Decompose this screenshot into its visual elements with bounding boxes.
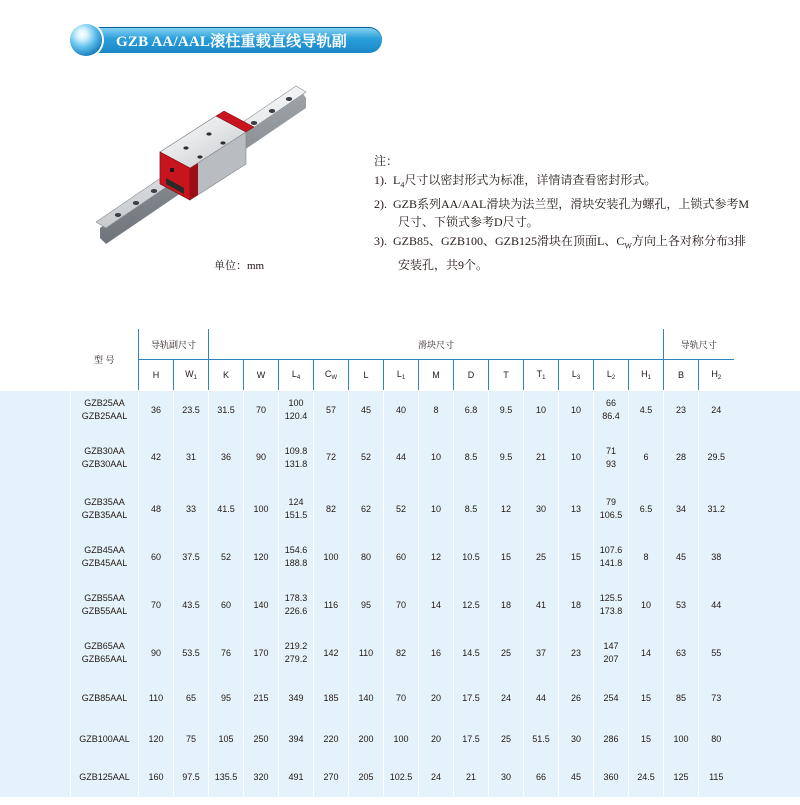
table-cell: 15 — [559, 533, 594, 581]
table-cell: 142 — [314, 629, 349, 677]
table-cell: 109.8 131.8 — [279, 430, 314, 485]
table-cell: 135.5 — [209, 758, 244, 796]
table-cell: 45 — [664, 533, 699, 581]
column-header: H — [139, 360, 174, 391]
table-cell: 30 — [524, 485, 559, 533]
table-cell: 8 — [419, 390, 454, 430]
table-cell: 14 — [629, 629, 664, 677]
table-cell: 8 — [629, 533, 664, 581]
table-cell: 254 — [594, 677, 629, 720]
table-cell: 63 — [664, 629, 699, 677]
table-cell: 90 — [244, 430, 279, 485]
column-header: $L_1$ — [384, 360, 419, 391]
table-cell: 100 — [664, 720, 699, 758]
table-row — [71, 485, 734, 533]
table-cell: 36 — [209, 430, 244, 485]
table-cell: 107.6 141.8 — [594, 533, 629, 581]
column-header: T — [489, 360, 524, 391]
table-cell: 250 — [244, 720, 279, 758]
table-row — [71, 430, 734, 485]
table-cell: 34 — [664, 485, 699, 533]
table-cell: 491 — [279, 758, 314, 796]
table-cell: 24 — [489, 677, 524, 720]
group-header: 滑块尺寸 — [209, 329, 664, 360]
table-cell: 15 — [489, 533, 524, 581]
column-header: $C_W$ — [314, 360, 349, 391]
notes-block — [374, 152, 754, 275]
table-cell: 37.5 — [174, 533, 209, 581]
table-cell: 40 — [384, 390, 419, 430]
table-cell: 100 — [244, 485, 279, 533]
table-cell: 20 — [419, 677, 454, 720]
table-cell: 116 — [314, 581, 349, 629]
table-cell: 65 — [174, 677, 209, 720]
column-header: M — [419, 360, 454, 391]
table-cell: 270 — [314, 758, 349, 796]
table-cell: 70 — [139, 581, 174, 629]
table-cell: 44 — [699, 581, 734, 629]
table-cell: 10 — [419, 430, 454, 485]
table-cell: 17.5 — [454, 677, 489, 720]
table-cell: 170 — [244, 629, 279, 677]
table-cell: 17.5 — [454, 720, 489, 758]
table-cell: 82 — [384, 629, 419, 677]
model-cell: GZB25AA GZB25AAL — [71, 390, 139, 430]
table-cell: 55 — [699, 629, 734, 677]
model-cell: GZB30AA GZB30AAL — [71, 430, 139, 485]
column-header: B — [664, 360, 699, 391]
notes-heading: 注： — [374, 154, 399, 168]
column-header: $L_2$ — [594, 360, 629, 391]
table-cell: 51.5 — [524, 720, 559, 758]
table-cell: 125.5 173.8 — [594, 581, 629, 629]
table-cell: 286 — [594, 720, 629, 758]
table-cell: 6.5 — [629, 485, 664, 533]
table-cell: 10 — [559, 430, 594, 485]
table-cell: 66 86.4 — [594, 390, 629, 430]
table-cell: 219.2 279.2 — [279, 629, 314, 677]
table-cell: 70 — [384, 581, 419, 629]
table-cell: 53 — [664, 581, 699, 629]
model-cell: GZB65AA GZB65AAL — [71, 629, 139, 677]
table-cell: 42 — [139, 430, 174, 485]
table-cell: 30 — [559, 720, 594, 758]
table-cell: 52 — [384, 485, 419, 533]
table-cell: 25 — [524, 533, 559, 581]
section-title: GZB AA/AAL滚柱重载直线导轨副 — [116, 34, 347, 50]
model-cell: GZB100AAL — [71, 720, 139, 758]
table-cell: 43.5 — [174, 581, 209, 629]
table-cell: 21 — [454, 758, 489, 796]
table-cell: 6.8 — [454, 390, 489, 430]
table-row — [71, 629, 734, 677]
note-item: 2). GZB系列AA/AAL滑块为法兰型，滑块安装孔为螺孔，上锁式参考M尺寸、下锁式参考D尺寸。 — [374, 197, 750, 230]
table-cell: 79 106.5 — [594, 485, 629, 533]
table-cell: 37 — [524, 629, 559, 677]
table-cell: 82 — [314, 485, 349, 533]
table-cell: 95 — [349, 581, 384, 629]
table-cell: 154.6 188.8 — [279, 533, 314, 581]
table-cell: 80 — [349, 533, 384, 581]
column-header: $T_1$ — [524, 360, 559, 391]
model-cell: GZB85AAL — [71, 677, 139, 720]
table-cell: 44 — [524, 677, 559, 720]
table-cell: 8.5 — [454, 485, 489, 533]
table-cell: 60 — [139, 533, 174, 581]
table-cell: 10 — [559, 390, 594, 430]
table-cell: 70 — [244, 390, 279, 430]
table-cell: 16 — [419, 629, 454, 677]
table-cell: 85 — [664, 677, 699, 720]
table-row — [71, 581, 734, 629]
table-cell: 30 — [489, 758, 524, 796]
table-cell: 9.5 — [489, 390, 524, 430]
table-cell: 110 — [139, 677, 174, 720]
table-cell: 41 — [524, 581, 559, 629]
table-cell: 10 — [629, 581, 664, 629]
table-cell: 36 — [139, 390, 174, 430]
table-cell: 200 — [349, 720, 384, 758]
table-cell: 24 — [419, 758, 454, 796]
table-cell: 120 — [244, 533, 279, 581]
table-cell: 110 — [349, 629, 384, 677]
table-cell: 24 — [699, 390, 734, 430]
table-row — [71, 758, 734, 796]
table-cell: 394 — [279, 720, 314, 758]
table-cell: 140 — [244, 581, 279, 629]
table-cell: 75 — [174, 720, 209, 758]
table-cell: 120 — [139, 720, 174, 758]
section-title-bar — [72, 27, 382, 53]
table-cell: 31.2 — [699, 485, 734, 533]
table-cell: 21 — [524, 430, 559, 485]
table-cell: 14.5 — [454, 629, 489, 677]
table-row — [71, 533, 734, 581]
table-cell: 26 — [559, 677, 594, 720]
table-cell: 9.5 — [489, 430, 524, 485]
table-cell: 10 — [419, 485, 454, 533]
note-item: 3). GZB85、GZB100、GZB125滑块在顶面L、$C_W$方向上各对称分布3排安装孔，共9个。 — [374, 234, 746, 272]
table-cell: 14 — [419, 581, 454, 629]
table-cell: 178.3 226.6 — [279, 581, 314, 629]
column-header: $H_1$ — [629, 360, 664, 391]
table-cell: 12.5 — [454, 581, 489, 629]
table-cell: 12 — [489, 485, 524, 533]
model-header: 型 号 — [71, 329, 139, 390]
table-row — [71, 677, 734, 720]
table-cell: 140 — [349, 677, 384, 720]
table-cell: 160 — [139, 758, 174, 796]
column-header: $L_4$ — [279, 360, 314, 391]
table-cell: 31.5 — [209, 390, 244, 430]
table-cell: 10.5 — [454, 533, 489, 581]
table-cell: 18 — [489, 581, 524, 629]
column-header: $H_2$ — [699, 360, 734, 391]
table-cell: 25 — [489, 629, 524, 677]
table-cell: 97.5 — [174, 758, 209, 796]
model-cell: GZB125AAL — [71, 758, 139, 796]
table-cell: 8.5 — [454, 430, 489, 485]
table-cell: 23 — [664, 390, 699, 430]
table-cell: 28 — [664, 430, 699, 485]
table-cell: 360 — [594, 758, 629, 796]
table-cell: 320 — [244, 758, 279, 796]
table-cell: 4.5 — [629, 390, 664, 430]
table-cell: 115 — [699, 758, 734, 796]
table-cell: 44 — [384, 430, 419, 485]
table-cell: 48 — [139, 485, 174, 533]
table-row — [71, 390, 734, 430]
note-item: 1). $L_4$尺寸以密封形式为标准，详情请查看密封形式。 — [374, 173, 657, 190]
table-cell: 13 — [559, 485, 594, 533]
table-cell: 18 — [559, 581, 594, 629]
table-cell: 60 — [209, 581, 244, 629]
group-header: 导轨副尺寸 — [139, 329, 209, 360]
table-cell: 23.5 — [174, 390, 209, 430]
table-cell: 66 — [524, 758, 559, 796]
table-cell: 53.5 — [174, 629, 209, 677]
table-cell: 73 — [699, 677, 734, 720]
table-cell: 12 — [419, 533, 454, 581]
table-cell: 45 — [559, 758, 594, 796]
table-cell: 349 — [279, 677, 314, 720]
table-cell: 100 — [384, 720, 419, 758]
table-cell: 215 — [244, 677, 279, 720]
spec-table — [70, 329, 734, 796]
table-cell: 60 — [384, 533, 419, 581]
table-cell: 70 — [384, 677, 419, 720]
unit-label: 单位：mm — [214, 260, 265, 272]
column-header: K — [209, 360, 244, 391]
model-cell: GZB45AA GZB45AAL — [71, 533, 139, 581]
table-cell: 72 — [314, 430, 349, 485]
table-cell: 20 — [419, 720, 454, 758]
column-header: $W_1$ — [174, 360, 209, 391]
table-cell: 105 — [209, 720, 244, 758]
table-cell: 71 93 — [594, 430, 629, 485]
linear-guide-rail-icon — [96, 82, 326, 252]
table-cell: 10 — [524, 390, 559, 430]
table-cell: 52 — [209, 533, 244, 581]
table-cell: 147 207 — [594, 629, 629, 677]
column-header: L — [349, 360, 384, 391]
table-cell: 100 — [314, 533, 349, 581]
table-cell: 80 — [699, 720, 734, 758]
table-cell: 6 — [629, 430, 664, 485]
table-cell: 185 — [314, 677, 349, 720]
table-cell: 125 — [664, 758, 699, 796]
table-cell: 102.5 — [384, 758, 419, 796]
table-cell: 100 120.4 — [279, 390, 314, 430]
table-cell: 76 — [209, 629, 244, 677]
table-cell: 24.5 — [629, 758, 664, 796]
column-header: W — [244, 360, 279, 391]
title-sphere-icon — [70, 24, 102, 56]
column-header: D — [454, 360, 489, 391]
table-cell: 220 — [314, 720, 349, 758]
table-cell: 45 — [349, 390, 384, 430]
table-cell: 205 — [349, 758, 384, 796]
table-cell: 57 — [314, 390, 349, 430]
model-cell: GZB55AA GZB55AAL — [71, 581, 139, 629]
model-cell: GZB35AA GZB35AAL — [71, 485, 139, 533]
table-cell: 90 — [139, 629, 174, 677]
table-cell: 124 151.5 — [279, 485, 314, 533]
group-header: 导轨尺寸 — [664, 329, 734, 360]
table-cell: 52 — [349, 430, 384, 485]
table-cell: 41.5 — [209, 485, 244, 533]
table-row — [71, 720, 734, 758]
column-header: $L_3$ — [559, 360, 594, 391]
table-cell: 15 — [629, 677, 664, 720]
table-cell: 25 — [489, 720, 524, 758]
table-cell: 23 — [559, 629, 594, 677]
table-cell: 38 — [699, 533, 734, 581]
table-cell: 33 — [174, 485, 209, 533]
table-cell: 95 — [209, 677, 244, 720]
table-cell: 29.5 — [699, 430, 734, 485]
table-cell: 31 — [174, 430, 209, 485]
table-cell: 15 — [629, 720, 664, 758]
table-cell: 62 — [349, 485, 384, 533]
